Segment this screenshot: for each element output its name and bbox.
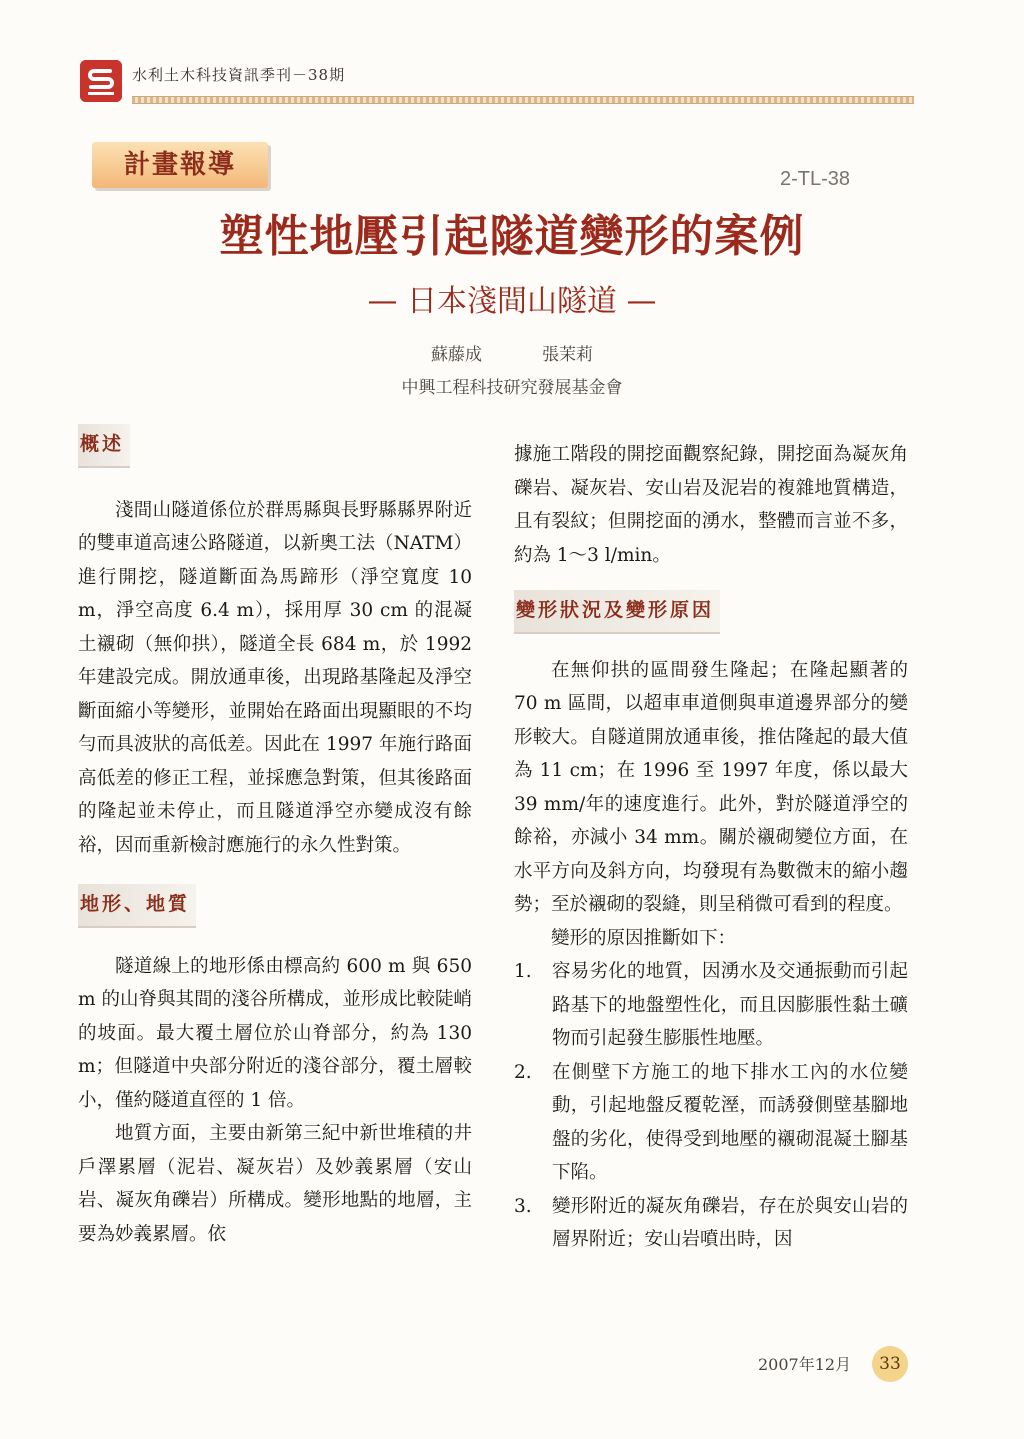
causes-list	[514, 955, 908, 1257]
header-divider	[132, 96, 914, 104]
s-logo-icon	[80, 60, 122, 102]
list-item	[514, 1190, 908, 1257]
issue-date: 2007年12月	[758, 1355, 852, 1374]
causes-intro: 變形的原因推斷如下：	[551, 927, 737, 949]
section-tag	[92, 142, 268, 188]
document-code: 2-TL-38	[780, 168, 851, 190]
article-subtitle: — 日本淺間山隧道 —	[367, 284, 657, 319]
deformation-paragraph: 在無仰拱的區間發生隆起；在隆起顯著的 70 m 區間，以超車車道側與車道邊界部分的變形較大。自隧道開放通車後，推估隆起的最大值為 11 cm；在 1996 至 1997 年度，係以最大 39 mm/年的速度進行。此外，對於隧道淨空的餘裕，亦減小 34 mm。關於襯砌變位方面，在水平方向及斜方向，均發現有為數微末的縮小趨勢；至於襯砌的裂縫，則呈稍微可看到的程度。	[514, 659, 908, 915]
overview-paragraph: 淺間山隧道係位於群馬縣與長野縣縣界附近的雙車道高速公路隧道，以新奧工法（NATM）進行開挖，隧道斷面為馬蹄形（淨空寬度 10 m，淨空高度 6.4 m），採用厚 30 cm 的混凝土襯砌（無仰拱），隧道全長 684 m，於 1992 年建設完成。開放通車後，出現路基隆起及淨空斷面縮小等變形，並開始在路面出現顯眼的不均勻而具波狀的高低差。因此在 1997 年施行路面高低差的修正工程，並採應急對策，但其後路面的隆起並未停止，而且隧道淨空亦變成沒有餘裕，因而重新檢討應施行的永久性對策。	[78, 499, 472, 856]
authors	[0, 340, 1024, 365]
list-item-text: 在側壁下方施工的地下排水工內的水位變動，引起地盤反覆乾溼，而誘發側壁基腳地盤的劣化，使得受到地壓的襯砌混凝土腳基下陷。	[552, 1061, 908, 1183]
heading-deformation: 變形狀況及變形原因	[514, 590, 720, 634]
author-1: 蘇藤成	[431, 345, 482, 365]
heading-terrain: 地形、地質	[78, 884, 196, 928]
heading-overview: 概述	[78, 424, 130, 468]
continued-paragraph: 據施工階段的開挖面觀察紀錄，開挖面為凝灰角礫岩、凝灰岩、安山岩及泥岩的複雜地質構造，且有裂紋；但開挖面的湧水，整體而言並不多，約為 1～3 l/min。	[514, 444, 908, 566]
list-item-text: 變形附近的凝灰角礫岩，存在於與安山岩的層界附近；安山岩噴出時，因	[552, 1195, 908, 1250]
article-title: 塑性地壓引起隧道變形的案例	[219, 211, 805, 262]
journal-logo	[80, 60, 122, 102]
terrain-paragraph-1: 隧道線上的地形係由標高約 600 m 與 650 m 的山脊與其間的淺谷所構成，並形成比較陡峭的坡面。最大覆土層位於山脊部分，約為 130 m；但隧道中央部分附近的淺谷部分，覆土層較小，僅約隧道直徑的 1 倍。	[78, 955, 472, 1111]
left-column	[78, 424, 472, 1251]
terrain-paragraph-2: 地質方面，主要由新第三紀中新世堆積的井戶澤累層（泥岩、凝灰岩）及妙義累層（安山岩、凝灰角礫岩）所構成。變形地點的地層，主要為妙義累層。依	[78, 1123, 472, 1245]
list-item-number: 3.	[514, 1195, 532, 1217]
author-2: 張茉莉	[542, 345, 593, 365]
affiliation: 中興工程科技研究發展基金會	[401, 378, 623, 398]
list-item	[514, 955, 908, 1056]
list-item-text: 容易劣化的地質，因湧水及交通振動而引起路基下的地盤塑性化，而且因膨脹性黏土礦物而引起發生膨脹性地壓。	[552, 961, 908, 1049]
journal-title: 水利土木科技資訊季刊－38期	[132, 66, 346, 84]
list-item-number: 2.	[514, 1061, 532, 1083]
list-item	[514, 1056, 908, 1190]
right-column	[514, 438, 908, 1257]
section-tag-label: 計畫報導	[123, 150, 236, 180]
list-item-number: 1.	[514, 961, 532, 982]
page-number: 33	[872, 1346, 908, 1382]
